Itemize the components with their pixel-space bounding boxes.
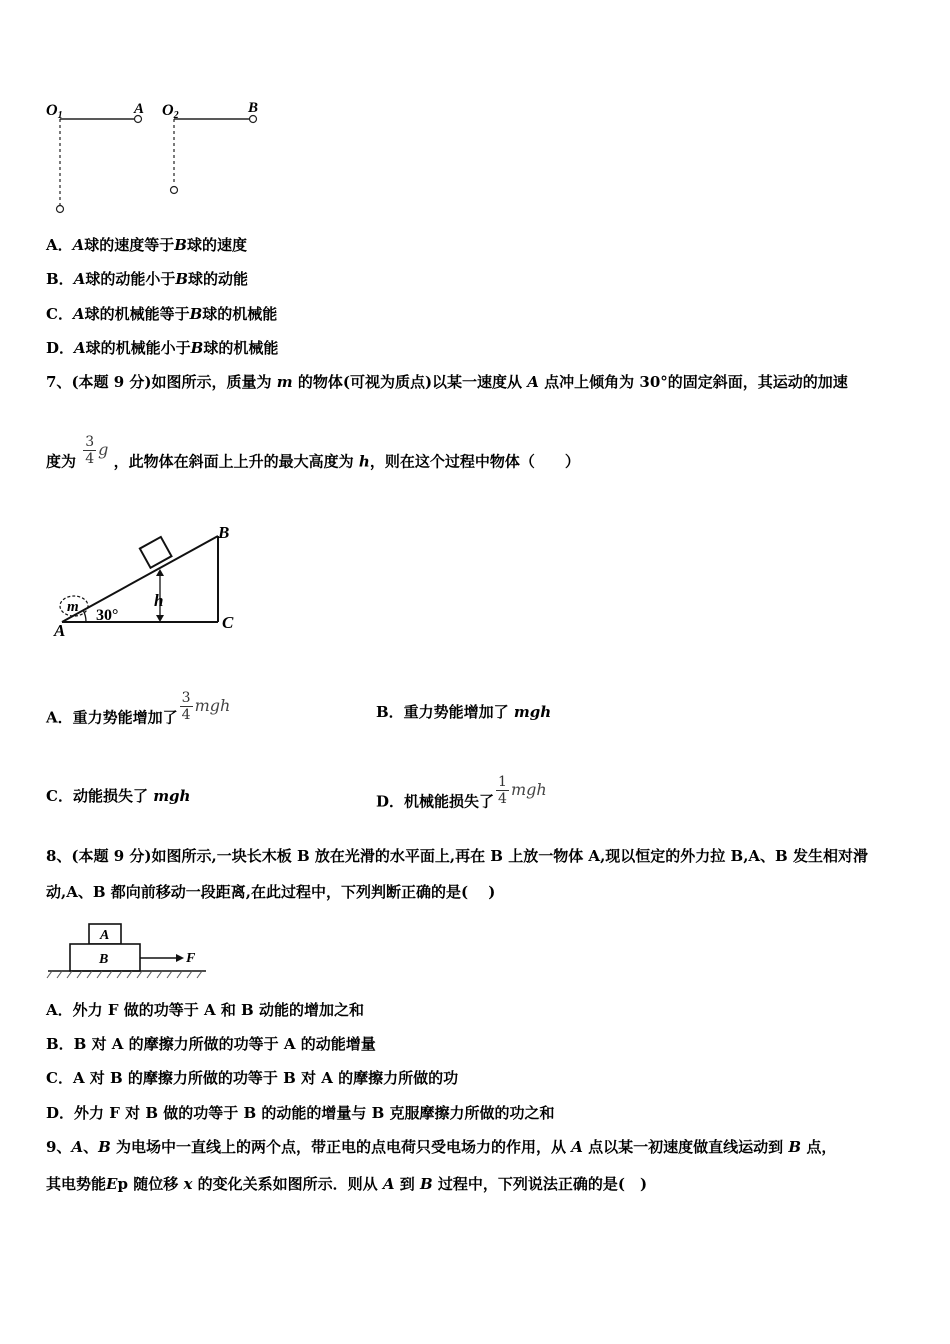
- q8-stem-line1: 8、(本题 9 分)如图所示,一块长木板 B 放在光滑的水平面上,再在 B 上放一物体 A,现以恒定的外力拉 B,A、B 发生相对滑: [46, 847, 868, 865]
- q7-stem-line1: 7、(本题 9 分)如图所示，质量为 m 的物体(可视为质点)以某一速度从 A 点冲上倾角为 30°的固定斜面，其运动的加速: [46, 373, 848, 391]
- label-h: h: [154, 591, 164, 610]
- q7-option-d: D．机械能损失了 $\frac{1}{4}$ mgh: [376, 774, 547, 811]
- q7-stem-line2: 度为 $\frac{3}{4}$ g ，此物体在斜面上上升的最大高度为 h，则在这个过程中物体（ ）: [46, 434, 580, 471]
- q8-option-b: B．B 对 A 的摩擦力所做的功等于 A 的动能增量: [46, 1035, 376, 1053]
- q7-accel-fraction: $\frac{3}{4}$: [85, 434, 95, 467]
- q6-option-c: C．A球的机械能等于B球的机械能: [46, 305, 278, 323]
- label-A: A: [100, 928, 110, 943]
- label-B: B: [218, 523, 230, 542]
- q9-stem-line1: 9、A、B 为电场中一直线上的两个点，带正电的点电荷只受电场力的作用，从 A 点以某一初速度做直线运动到 B 点，: [46, 1138, 837, 1156]
- label-B: B: [99, 952, 109, 967]
- q6-option-b: B．A球的动能小于B球的动能: [46, 270, 249, 288]
- label-F: F: [186, 951, 196, 966]
- board-figure: [44, 920, 214, 982]
- q7-option-d-fraction: $\frac{1}{4}$: [498, 774, 507, 807]
- label-A: A: [54, 621, 66, 640]
- label-m: m: [67, 599, 79, 615]
- q7-option-a: A．重力势能增加了 $\frac{3}{4}$ mgh: [46, 690, 231, 727]
- q9-stem-line2: 其电势能Ep 随位移 x 的变化关系如图所示．则从 A 到 B 过程中，下列说法正确的是( ): [46, 1175, 648, 1193]
- q8-option-a: A．外力 F 做的功等于 A 和 B 动能的增加之和: [46, 1001, 364, 1019]
- q8-stem-line2: 动,A、B 都向前移动一段距离,在此过程中，下列判断正确的是( ): [46, 883, 496, 901]
- q7-option-b: B．重力势能增加了 mgh: [376, 703, 552, 721]
- q8-option-c: C．A 对 B 的摩擦力所做的功等于 B 对 A 的摩擦力所做的功: [46, 1069, 459, 1087]
- label-a: A: [134, 101, 145, 117]
- q7-option-c: C．动能损失了 mgh: [46, 787, 191, 805]
- label-b: B: [248, 100, 259, 116]
- label-o2: O2: [162, 102, 179, 121]
- q6-option-a: A．A球的速度等于B球的速度: [46, 236, 247, 254]
- q6-option-d: D．A球的机械能小于B球的机械能: [46, 339, 279, 357]
- pendulum-figure: [40, 95, 280, 220]
- label-o1: O1: [46, 102, 63, 121]
- label-C: C: [222, 613, 234, 632]
- q8-option-d: D．外力 F 对 B 做的功等于 B 的动能的增量与 B 克服摩擦力所做的功之和: [46, 1104, 555, 1122]
- incline-figure: [50, 520, 250, 645]
- label-angle: 30°: [96, 607, 119, 624]
- q7-option-a-fraction: $\frac{3}{4}$: [181, 690, 191, 723]
